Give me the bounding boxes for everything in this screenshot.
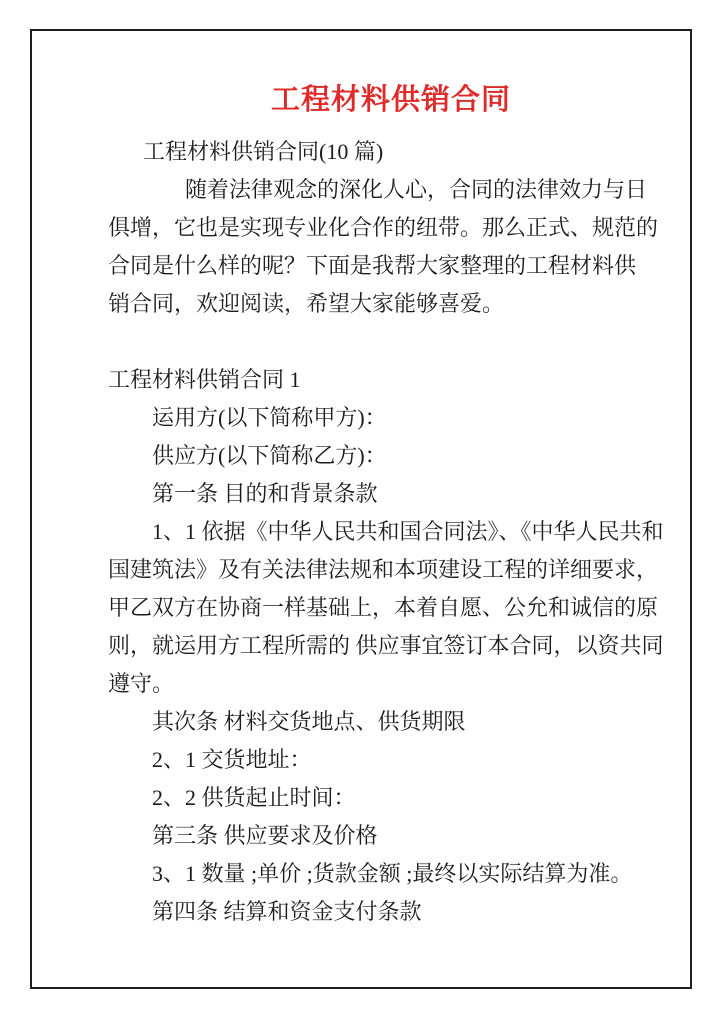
document-body	[108, 171, 674, 931]
text-line: 供应方(以下简称乙方)：	[152, 443, 387, 468]
blank-line	[108, 323, 674, 361]
document-subtitle: 工程材料供销合同(10 篇)	[143, 139, 384, 164]
text-line: 2、2 供货起止时间：	[152, 785, 356, 810]
text-line: 第四条 结算和资金支付条款	[152, 899, 422, 924]
text-line: 1、1 依据《中华人民共和国合同法》、《中华人民共和	[152, 519, 664, 544]
text-line: 运用方(以下简称甲方)：	[152, 405, 387, 430]
document-title: 工程材料供销合同	[270, 84, 511, 116]
text-line: 甲乙双方在协商一样基础上，本着自愿、公允和诚信的原	[108, 595, 659, 620]
text-line: 俱增，它也是实现专业化合作的纽带。那么正式、规范的	[108, 215, 659, 240]
text-line: 国建筑法》及有关法律法规和本项建设工程的详细要求，	[108, 557, 659, 582]
text-line: 销合同，欢迎阅读，希望大家能够喜爱。	[108, 291, 505, 316]
text-line: 合同是什么样的呢？下面是我帮大家整理的工程材料供	[108, 253, 637, 278]
text-line: 2、1 交货地址：	[152, 747, 312, 772]
text-line: 3、1 数量 ;单价 ;货款金额 ;最终以实际结算为准。	[152, 861, 633, 886]
page-border	[30, 29, 692, 989]
text-line: 则，就运用方工程所需的 供应事宜签订本合同，以资共同	[108, 633, 664, 658]
text-line: 遵守。	[108, 671, 175, 696]
document-content	[108, 79, 674, 931]
text-line: 工程材料供销合同 1	[108, 367, 301, 392]
text-line: 第三条 供应要求及价格	[152, 823, 378, 848]
text-line: 第一条 目的和背景条款	[152, 481, 378, 506]
text-line: 随着法律观念的深化人心，合同的法律效力与日	[185, 177, 648, 202]
text-line: 其次条 材料交货地点、供货期限	[152, 709, 466, 734]
